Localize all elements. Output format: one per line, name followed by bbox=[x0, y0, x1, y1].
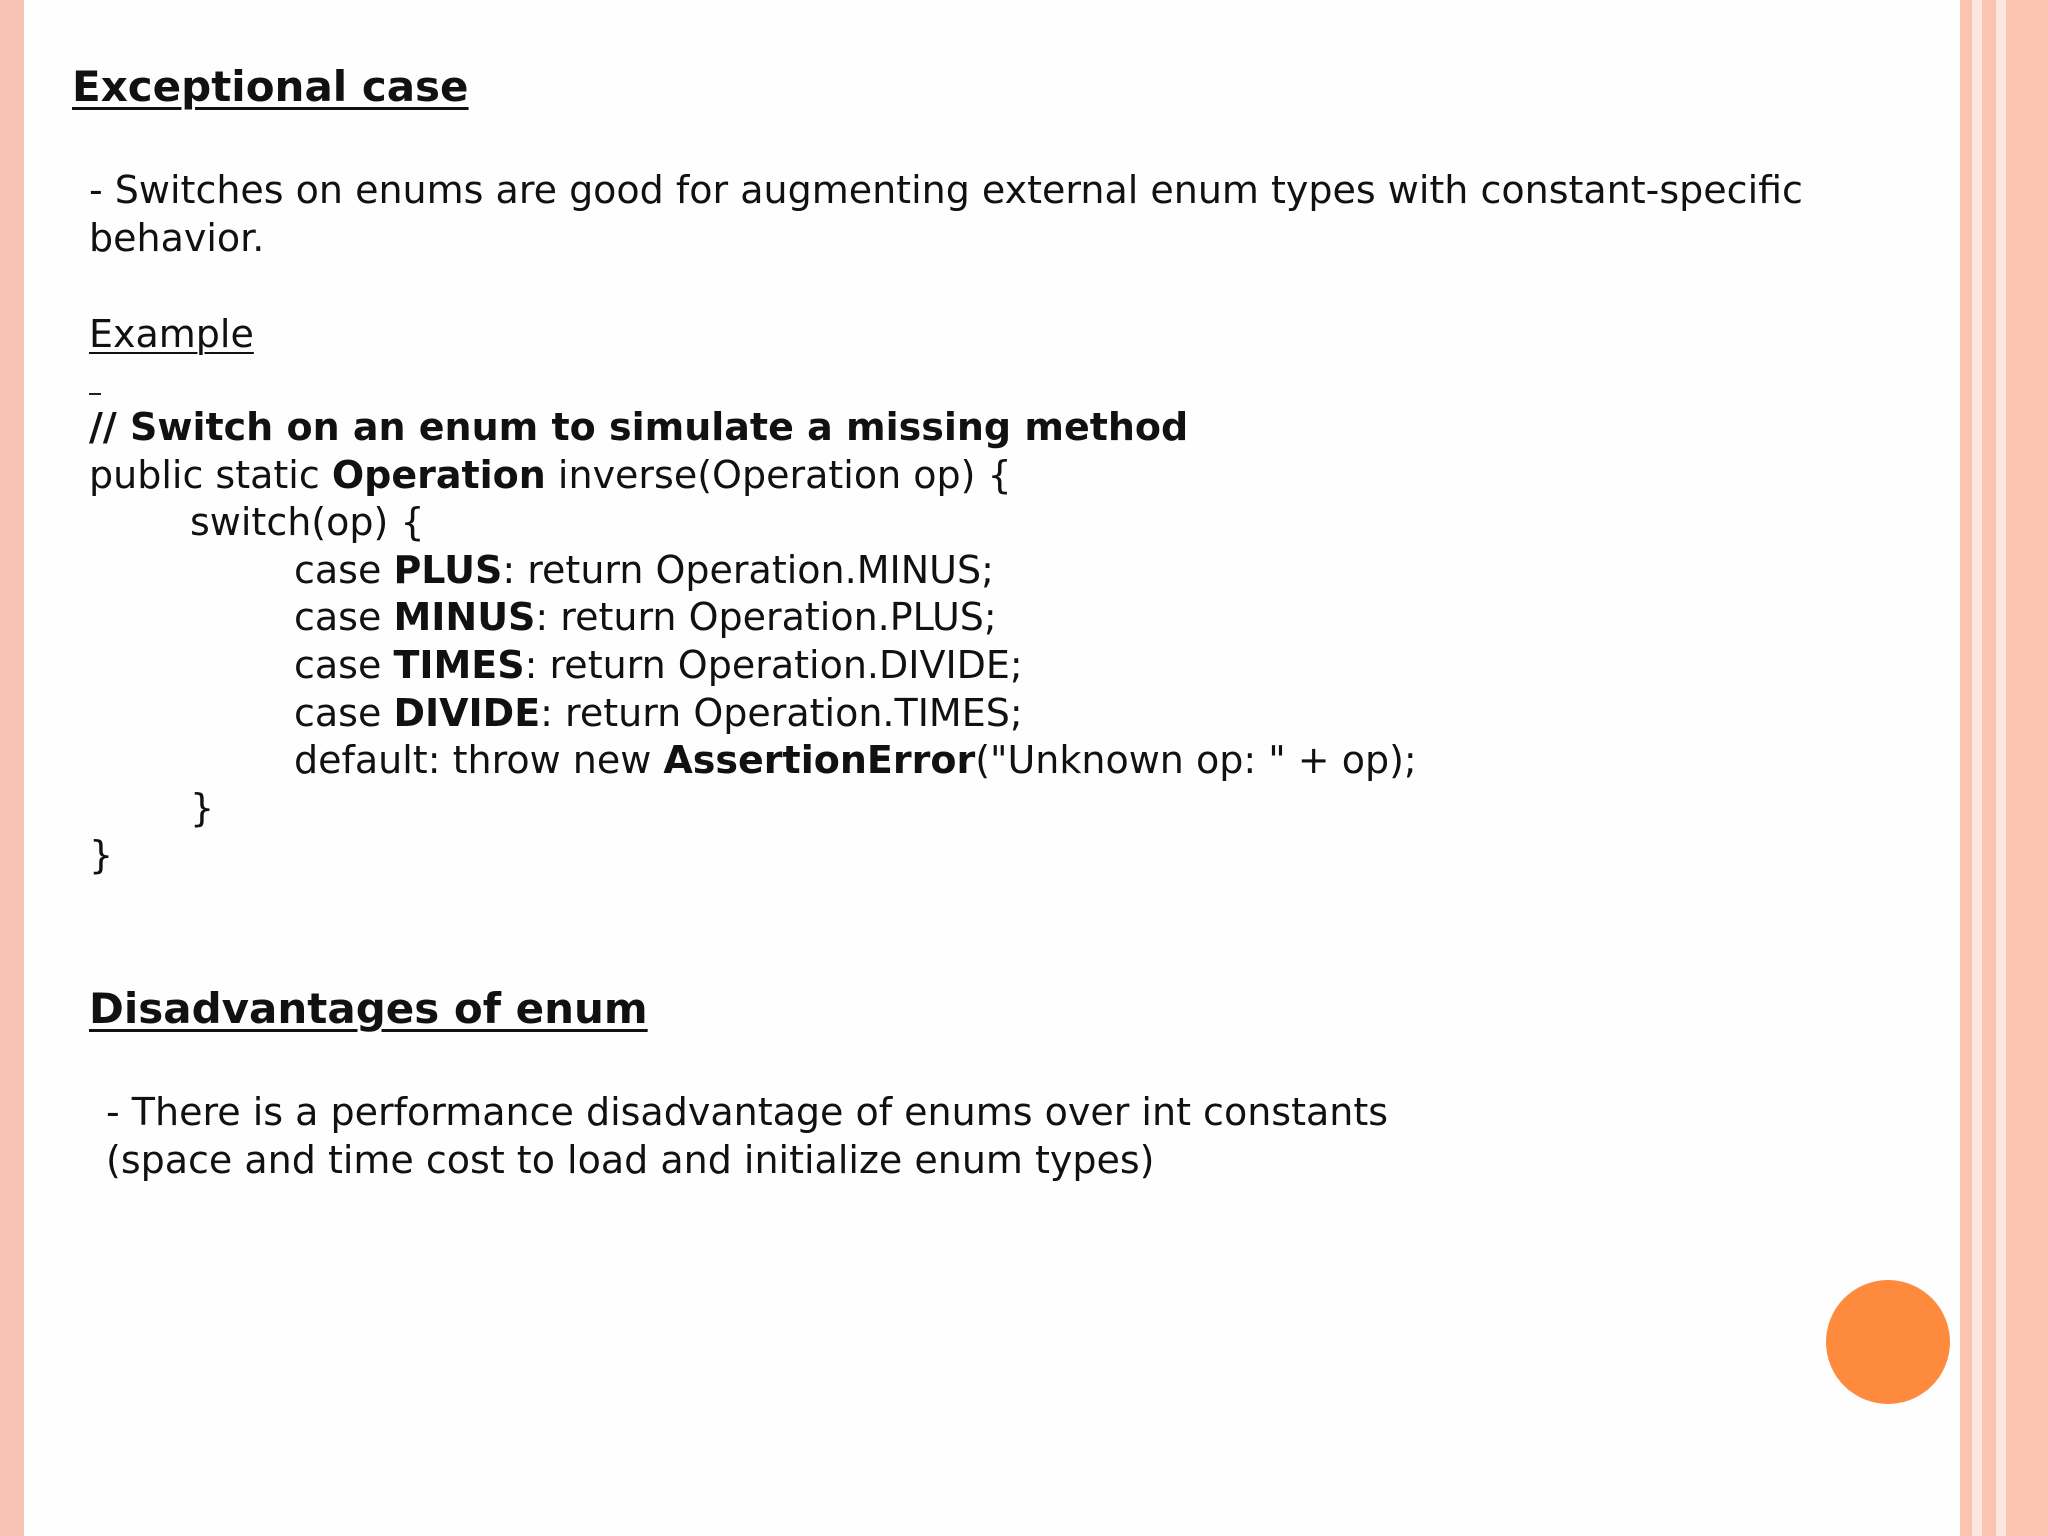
section-title-exceptional-case: Exceptional case bbox=[72, 62, 469, 111]
code-case-plus: case PLUS: return Operation.MINUS; bbox=[294, 547, 994, 592]
code-close-switch: } bbox=[190, 785, 215, 830]
code-block bbox=[89, 404, 1417, 880]
right-border-gap bbox=[1996, 0, 2006, 1536]
switch-description-line2: behavior. bbox=[89, 216, 265, 260]
right-border-stripe bbox=[1982, 0, 1996, 1536]
code-case-minus: case MINUS: return Operation.PLUS; bbox=[294, 595, 997, 640]
decorative-circle-icon bbox=[1826, 1280, 1950, 1404]
performance-description-line1: - There is a performance disadvantage of enums over int constants bbox=[106, 1090, 1389, 1134]
switch-description-line1: - Switches on enums are good for augmenting external enum types with constant-specific bbox=[89, 168, 1803, 212]
stray-dash-mark bbox=[89, 393, 101, 395]
performance-description-line2: (space and time cost to load and initialize enum types) bbox=[106, 1138, 1155, 1182]
right-border-gap bbox=[1972, 0, 1982, 1536]
right-border-stripe bbox=[2006, 0, 2048, 1536]
code-case-divide: case DIVIDE: return Operation.TIMES; bbox=[294, 690, 1023, 735]
section-title-disadvantages: Disadvantages of enum bbox=[89, 984, 648, 1033]
code-default-line: default: throw new AssertionError("Unknown op: " + op); bbox=[294, 738, 1417, 783]
example-label: Example bbox=[89, 312, 254, 356]
performance-description bbox=[106, 1088, 1388, 1184]
code-case-times: case TIMES: return Operation.DIVIDE; bbox=[294, 642, 1023, 687]
code-method-signature: public static Operation inverse(Operation op) { bbox=[89, 452, 1012, 497]
left-border-stripe bbox=[0, 0, 24, 1536]
code-close-method: } bbox=[89, 833, 114, 878]
code-comment: // Switch on an enum to simulate a missing method bbox=[89, 405, 1189, 449]
switch-description bbox=[89, 166, 1803, 262]
code-switch-line: switch(op) { bbox=[190, 500, 425, 545]
right-border-stripe bbox=[1960, 0, 1972, 1536]
